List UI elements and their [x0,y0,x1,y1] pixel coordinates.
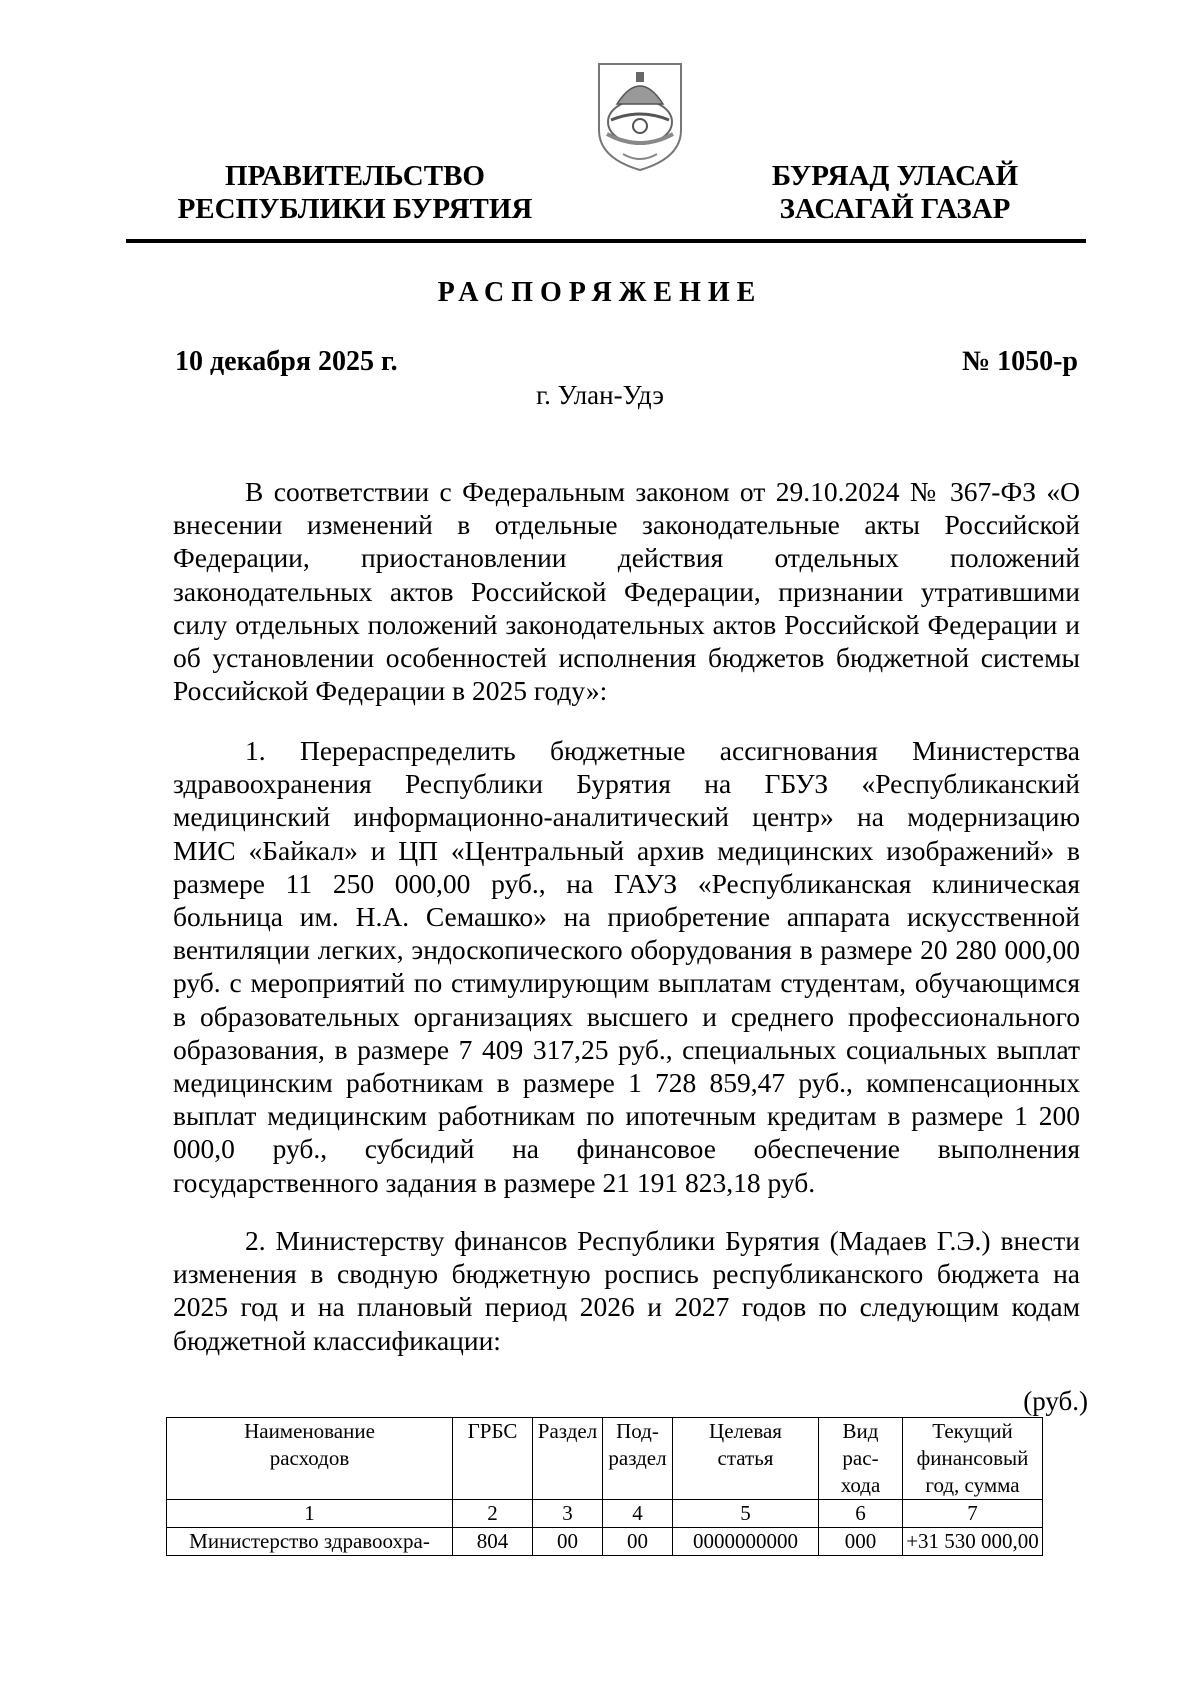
coat-of-arms-emblem [593,60,687,172]
row-section: 00 [533,1528,603,1556]
document-date: 10 декабря 2025 г. [175,346,398,377]
column-number: 3 [533,1500,603,1528]
column-number: 6 [819,1500,903,1528]
header-right-line1: БУРЯАД УЛАСАЙ [771,160,1019,192]
item-1-paragraph [173,734,1080,1199]
header-current-year-sum: Текущий финансовый год, сумма [903,1418,1043,1500]
row-grbs: 804 [453,1528,533,1556]
document-number: № 1050-р [961,346,1078,377]
item-2-paragraph [173,1224,1080,1357]
column-number: 5 [673,1500,819,1528]
row-target-article: 0000000000 [673,1528,819,1556]
header-expense-name: Наименование расходов [167,1418,453,1500]
header-target-article: Целевая статья [673,1418,819,1500]
table-header-row [167,1418,1043,1500]
column-number: 7 [903,1500,1043,1528]
government-name-buryat [745,160,1045,226]
header-section: Раздел [533,1418,603,1500]
preamble-paragraph [173,475,1080,707]
preamble-text: В соответствии с Федеральным законом от 29.10.2024 № 367-ФЗ «О внесении изменений в отдельные законодательные акты Российской Федерации, приостановлении действия отдельных положений законодательных актов Российской Федерации, признании утратившими силу отдельных положений законодательных актов Российской Федерации и об установлении особенностей исполнения бюджетов бюджетной системы Российской Федерации в 2025 году»: [173,476,1080,707]
row-expense-name: Министерство здравоохра- [167,1528,453,1556]
header-divider [126,239,1086,243]
government-name-russian [175,160,535,226]
row-expense-type: 000 [819,1528,903,1556]
row-subsection: 00 [603,1528,673,1556]
column-number: 1 [167,1500,453,1528]
row-sum: +31 530 000,00 [903,1528,1043,1556]
item-1-text: 1. Перераспределить бюджетные ассигнования Министерства здравоохранения Республики Бурятия на ГБУЗ «Республиканский медицинский информационно-аналитический центр» на модернизацию МИС «Байкал» и ЦП «Центральный архив медицинских изображений» в размере 11 250 000,00 руб., на ГАУЗ «Республиканская клиническая больница им. Н.А. Семашко» на приобретение аппарата искусственной вентиляции легких, эндоскопического оборудования в размере 20 280 000,00 руб. с мероприятий по стимулирующим выплатам студентам, обучающимся в образовательных организациях высшего и среднего профессионального образования, в размере 7 409 317,25 руб., специальных социальных выплат медицинским работникам в размере 1 728 859,47 руб., компенсационных выплат медицинским работникам по ипотечным кредитам в размере 1 200 000,0 руб., субсидий на финансовое обеспечение выполнения государственного задания в размере 21 191 823,18 руб. [173,735,1080,1198]
header-expense-type: Вид рас- хода [819,1418,903,1500]
column-number: 4 [603,1500,673,1528]
item-2-text: 2. Министерству финансов Республики Бурятия (Мадаев Г.Э.) внести изменения в сводную бюджетную роспись республиканского бюджета на 2025 год и на плановый период 2026 и 2027 годов по следующим кодам бюджетной классификации: [173,1225,1080,1356]
header-subsection: Под- раздел [603,1418,673,1500]
header-right-line2: ЗАСАГАЙ ГАЗАР [779,193,1011,225]
table-row [167,1528,1043,1556]
column-number: 2 [453,1500,533,1528]
currency-unit-label: (руб.) [1023,1386,1088,1416]
document-type-title: РАСПОРЯЖЕНИЕ [437,277,763,308]
budget-classification-table [166,1417,1043,1556]
header-left-line1: ПРАВИТЕЛЬСТВО [225,160,485,192]
document-city: г. Улан-Удэ [536,380,664,410]
header-left-line2: РЕСПУБЛИКИ БУРЯТИЯ [177,193,533,225]
column-number-row [167,1500,1043,1528]
header-grbs: ГРБС [453,1418,533,1500]
